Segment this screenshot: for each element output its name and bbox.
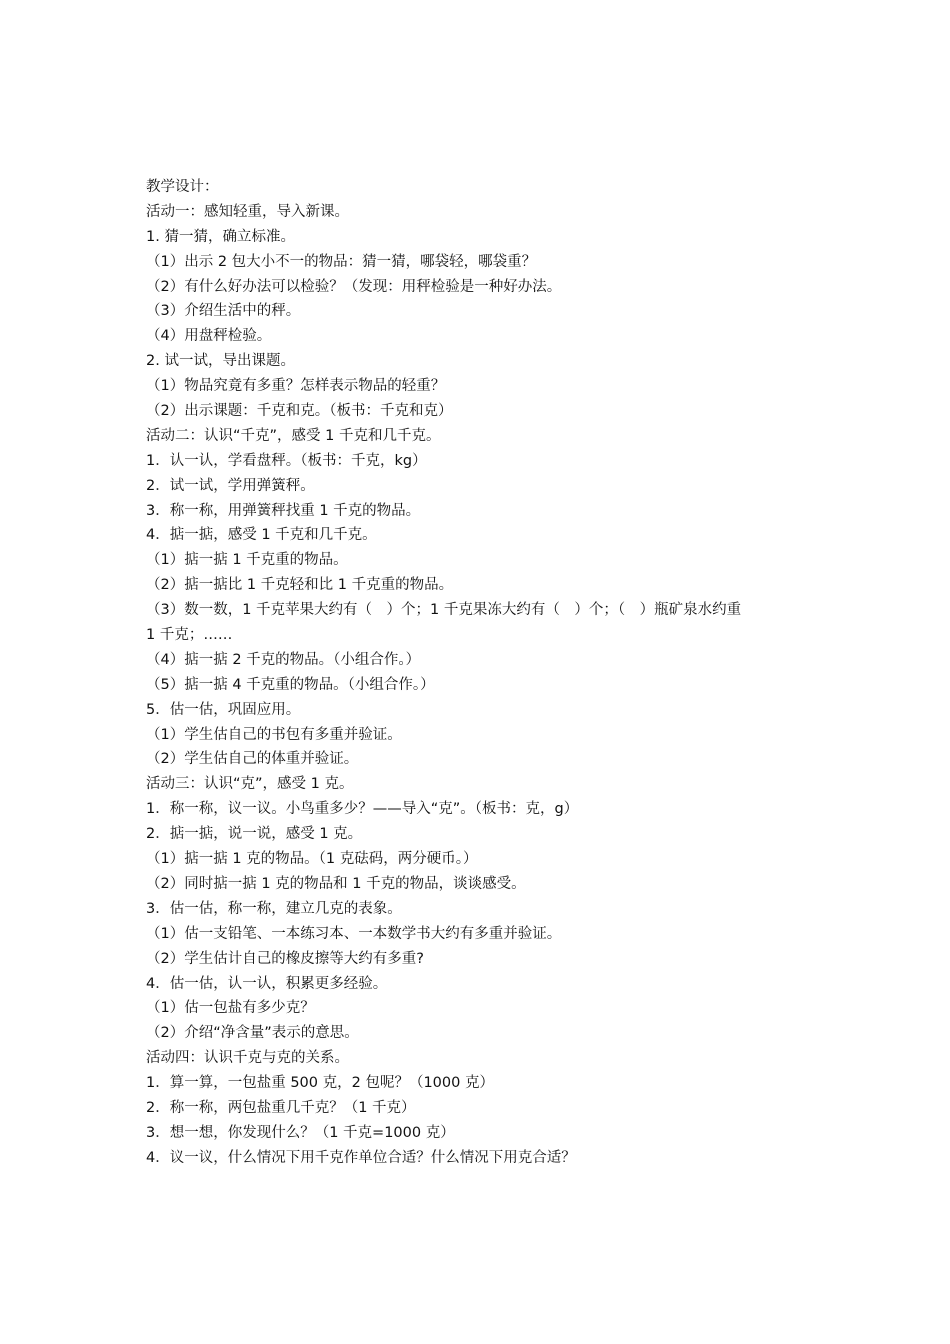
text-line: （2）学生估计自己的橡皮擦等大约有多重? [146, 950, 424, 967]
text-line: （1）估一支铅笔、一本练习本、一本数学书大约有多重并验证。 [146, 925, 562, 942]
text-line: （1）掂一掂 1 克的物品。（1 克砝码，两分硬币。） [146, 851, 478, 868]
document-body [146, 175, 826, 1171]
text-line: 1．算一算，一包盐重 500 克，2 包呢？（1000 克） [146, 1075, 494, 1092]
text-line: （4）用盘秤检验。 [146, 328, 272, 345]
text-line: （2）介绍“净含量”表示的意思。 [146, 1025, 359, 1042]
text-line: （2）同时掂一掂 1 克的物品和 1 千克的物品，谈谈感受。 [146, 875, 526, 892]
text-line: 4．估一估，认一认，积累更多经验。 [146, 975, 388, 992]
text-line: （2）掂一掂比 1 千克轻和比 1 千克重的物品。 [146, 577, 454, 594]
text-line: 2. 试一试，导出课题。 [146, 353, 295, 370]
text-line: （3）数一数，1 千克苹果大约有（ ）个；1 千克果冻大约有（ ）个；（ ）瓶矿泉水约重 [146, 602, 742, 619]
text-line: 1．认一认，学看盘秤。（板书：千克，kg） [146, 452, 427, 469]
text-line: 4．掂一掂，感受 1 千克和几千克。 [146, 527, 377, 544]
text-line: 5．估一估，巩固应用。 [146, 701, 301, 718]
text-line: 1 千克；…… [146, 627, 233, 644]
text-line: （2）有什么好办法可以检验？（发现：用秤检验是一种好办法。 [146, 278, 562, 295]
text-line: 2．试一试，学用弹簧秤。 [146, 477, 315, 494]
text-line: （1）掂一掂 1 千克重的物品。 [146, 552, 348, 569]
text-line: 1．称一称，议一议。小鸟重多少？——导入“克”。（板书：克，g） [146, 801, 579, 818]
activity-3-heading: 活动三：认识“克”，感受 1 克。 [146, 776, 354, 793]
text-line: 3．估一估，称一称，建立几克的表象。 [146, 900, 402, 917]
text-line: （2）出示课题：千克和克。（板书：千克和克） [146, 403, 453, 420]
text-line: 2．掂一掂，说一说，感受 1 克。 [146, 826, 363, 843]
text-line: （4）掂一掂 2 千克的物品。（小组合作。） [146, 651, 421, 668]
activity-1-heading: 活动一：感知轻重，导入新课。 [146, 203, 349, 220]
heading-teaching-design: 教学设计： [146, 179, 219, 195]
text-line: （1）物品究竟有多重？怎样表示物品的轻重？ [146, 378, 446, 395]
text-line: （1）出示 2 包大小不一的物品：猜一猜，哪袋轻，哪袋重？ [146, 253, 537, 270]
text-line: （5）掂一掂 4 千克重的物品。（小组合作。） [146, 676, 435, 693]
text-line: （1）学生估自己的书包有多重并验证。 [146, 726, 402, 743]
text-line: 3．称一称，用弹簧秤找重 1 千克的物品。 [146, 502, 421, 519]
text-line: （2）学生估自己的体重并验证。 [146, 751, 359, 768]
text-line: 1. 猜一猜，确立标准。 [146, 228, 295, 245]
text-line: （3）介绍生活中的秤。 [146, 303, 301, 320]
activity-4-heading: 活动四：认识千克与克的关系。 [146, 1050, 349, 1067]
text-line: （1）估一包盐有多少克？ [146, 1000, 315, 1017]
text-line: 4．议一议，什么情况下用千克作单位合适？什么情况下用克合适？ [146, 1149, 576, 1166]
activity-2-heading: 活动二：认识“千克”，感受 1 千克和几千克。 [146, 427, 441, 444]
text-line: 2．称一称，两包盐重几千克？（1 千克） [146, 1099, 416, 1116]
text-line: 3．想一想，你发现什么？（1 千克=1000 克） [146, 1124, 455, 1141]
